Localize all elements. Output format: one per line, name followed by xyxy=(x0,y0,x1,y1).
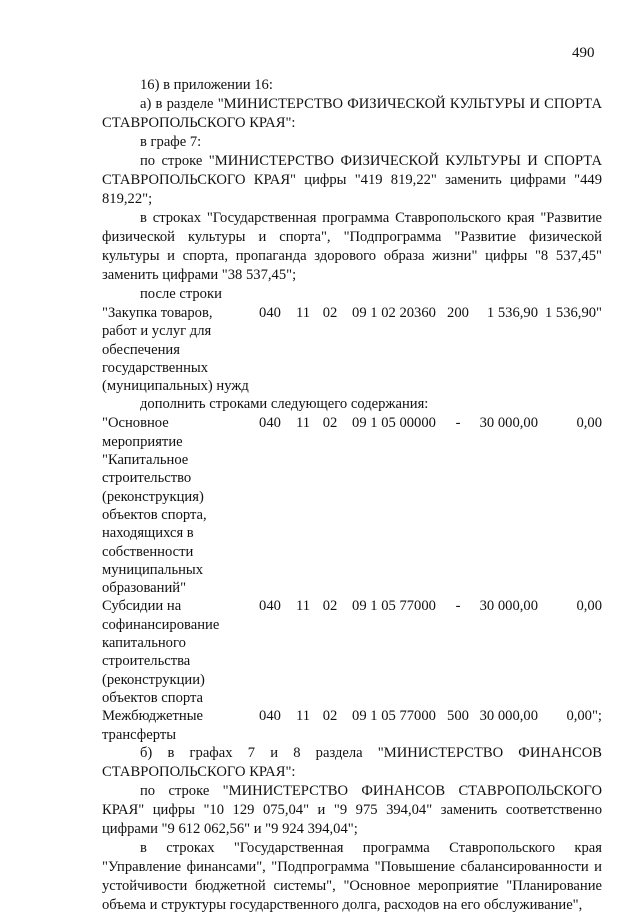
finance-row-instruction: по строке "МИНИСТЕРСТВО ФИНАНСОВ СТАВРОПОЛЬСКОГО КРАЯ" цифры "10 129 075,04" и "9 975 394,04" заменить соответственно цифрами "9 612 062,56" и "9 924 394,04"; xyxy=(102,782,602,837)
code-target: 09 1 02 20360 xyxy=(352,305,436,321)
amount-1: 30 000,00 xyxy=(479,598,538,615)
amount-1: 30 000,00 xyxy=(479,708,538,725)
code-target: 09 1 05 77000 xyxy=(352,708,436,725)
code-target: 09 1 05 00000 xyxy=(352,415,436,432)
table-existing-row xyxy=(102,304,602,395)
document-body xyxy=(102,76,602,915)
code-subsection: 02 xyxy=(322,708,338,725)
code-subsection: 02 xyxy=(322,415,338,432)
amount-2: 1 536,90" xyxy=(544,305,602,321)
code-subsection: 02 xyxy=(322,305,338,321)
code-ministry: 040 xyxy=(259,415,281,432)
amount-1: 30 000,00 xyxy=(479,415,538,432)
code-target: 09 1 05 77000 xyxy=(352,598,436,615)
table-row xyxy=(102,597,602,707)
amount-2: 0,00 xyxy=(576,415,602,432)
finance-rows-instruction: в строках "Государственная программа Ставропольского края "Управление финансами", "Подпрограмма "Повышение сбалансированности и устойчивости бюджетной системы", "Основное мероприятие "Планирование объема и структуры государственного долга, расходов на его обслуживание", xyxy=(102,839,602,913)
code-section: 11 xyxy=(295,415,311,432)
code-section: 11 xyxy=(295,598,311,615)
amount-1: 1 536,90 xyxy=(486,305,538,321)
code-type: 500 xyxy=(447,708,469,725)
page-number: 490 xyxy=(572,45,595,61)
code-section: 11 xyxy=(295,708,311,725)
table-row xyxy=(102,414,602,597)
supplement-label: дополнить строками следующего содержания: xyxy=(140,396,429,413)
code-ministry: 040 xyxy=(259,708,281,725)
table-row xyxy=(102,707,602,744)
amount-2: 0,00 xyxy=(576,598,602,615)
rows-instruction: в строках "Государственная программа Ставропольского края "Развитие физической культуры и спорта", "Подпрограмма "Развитие физической культуры и спорта, пропаганда здорового образа жизни" цифры "8 537,45" заменить цифрами "38 537,45"; xyxy=(102,210,602,283)
row-name: Субсидии на софинансирование капитального строительства (реконструкции) объектов спорта xyxy=(102,598,220,706)
code-type: 200 xyxy=(447,305,469,321)
item-16: 16) в приложении 16: xyxy=(140,77,273,93)
sub-item-b: б) в графах 7 и 8 раздела "МИНИСТЕРСТВО ФИНАНСОВ СТАВРОПОЛЬСКОГО КРАЯ": xyxy=(102,744,602,780)
code-type: - xyxy=(455,415,461,432)
after-row-label: после строки xyxy=(140,286,222,302)
code-subsection: 02 xyxy=(322,598,338,615)
row-name: "Основное мероприятие "Капитальное строительство (реконструкция) объектов спорта, находящихся в собственности муниципальных образований" xyxy=(102,415,207,597)
amount-2: 0,00"; xyxy=(566,708,602,725)
table-new-rows xyxy=(102,414,602,743)
code-ministry: 040 xyxy=(259,598,281,615)
sub-item-a: а) в разделе "МИНИСТЕРСТВО ФИЗИЧЕСКОЙ КУЛЬТУРЫ И СПОРТА СТАВРОПОЛЬСКОГО КРАЯ": xyxy=(102,96,602,131)
row-name: "Закупка товаров, работ и услуг для обеспечения государственных (муниципальных) нужд xyxy=(102,305,249,395)
code-ministry: 040 xyxy=(259,305,281,321)
table-row xyxy=(102,304,602,395)
code-type: - xyxy=(455,598,461,615)
column-7-label: в графе 7: xyxy=(140,134,202,150)
row-instruction: по строке "МИНИСТЕРСТВО ФИЗИЧЕСКОЙ КУЛЬТУРЫ И СПОРТА СТАВРОПОЛЬСКОГО КРАЯ" цифры "419 819,22" заменить цифрами "449 819,22"; xyxy=(102,153,602,207)
row-name: Межбюджетные трансферты xyxy=(102,708,204,743)
code-section: 11 xyxy=(295,305,311,321)
